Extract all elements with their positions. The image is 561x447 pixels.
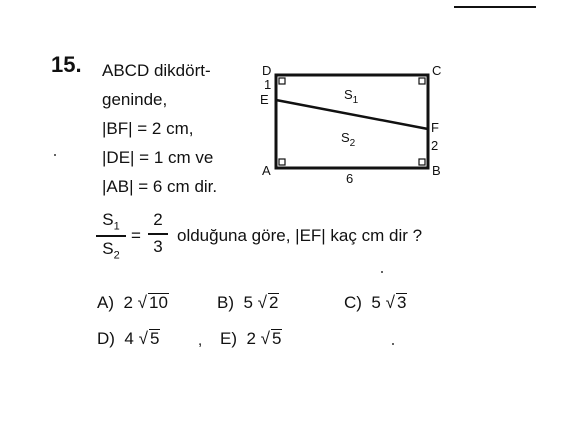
sqrt-symbol: √ 5 (138, 329, 160, 348)
option-e[interactable] (220, 329, 282, 349)
question-stem (102, 56, 217, 201)
stem-line: |BF| = 2 cm, (102, 119, 194, 138)
stem-line: ABCD dikdört- (102, 61, 211, 80)
ratio-value (148, 210, 168, 257)
right-angle-mark-a (279, 159, 285, 165)
option-letter: D) (97, 329, 115, 348)
stem-line: geninde, (102, 90, 168, 109)
option-b[interactable] (217, 293, 279, 313)
right-angle-mark-d (279, 78, 285, 84)
option-radicand: 3 (396, 293, 407, 312)
ratio-value-numerator: 2 (153, 210, 163, 229)
stem-line: |AB| = 6 cm dir. (102, 177, 218, 196)
fraction-bar (148, 233, 168, 235)
scan-speck (392, 343, 394, 345)
comma-separator: , (198, 332, 203, 349)
right-angle-mark-c (419, 78, 425, 84)
stem-line: |DE| = 1 cm ve (102, 148, 214, 167)
ratio-s1-s2 (96, 210, 126, 261)
option-radicand: 5 (272, 329, 282, 348)
ratio-numerator: $S_1$ (102, 210, 120, 233)
option-d[interactable] (97, 329, 160, 349)
rectangle-figure (255, 58, 445, 188)
sqrt-symbol: √ 5 (260, 329, 282, 348)
vertex-label-e: E (260, 92, 269, 107)
ratio-denominator: $S_2$ (102, 238, 120, 262)
equals-sign: = (131, 226, 141, 245)
length-label-ab: 6 (346, 171, 354, 186)
option-letter: E) (220, 329, 237, 348)
vertex-label-c: C (432, 63, 442, 78)
option-radicand: 10 (149, 293, 168, 312)
vertex-label-b: B (432, 163, 441, 178)
option-coefficient: 2 (246, 329, 256, 348)
scan-speck (381, 271, 383, 273)
option-letter: C) (344, 293, 362, 312)
scan-speck (54, 154, 56, 156)
region-label-s1: $S_1$ (344, 87, 359, 106)
vertex-label-a: A (262, 163, 271, 178)
option-coefficient: 5 (243, 293, 253, 312)
option-a[interactable] (97, 293, 169, 313)
option-coefficient: 4 (124, 329, 134, 348)
vertex-label-d: D (262, 63, 272, 78)
fraction-bar (96, 235, 126, 237)
option-letter: B) (217, 293, 234, 312)
top-rule (454, 6, 536, 8)
option-coefficient: 5 (371, 293, 381, 312)
sqrt-symbol: √ 10 (137, 293, 168, 312)
option-radicand: 5 (149, 329, 160, 348)
question-prompt: olduğuna göre, |EF| kaç cm dir ? (177, 226, 423, 245)
option-c[interactable] (344, 293, 407, 313)
ratio-value-denominator: 3 (153, 236, 163, 256)
sqrt-symbol: √ 2 (257, 293, 279, 312)
right-angle-mark-b (419, 159, 425, 165)
option-radicand: 2 (269, 293, 279, 312)
option-coefficient: 2 (123, 293, 133, 312)
question-number: 15. (51, 52, 82, 77)
vertex-label-f: F (431, 120, 439, 135)
sqrt-symbol: √ 3 (385, 293, 407, 312)
length-label-de: 1 (264, 77, 272, 92)
region-label-s2: $S_2$ (341, 130, 356, 149)
option-letter: A) (97, 293, 114, 312)
length-label-bf: 2 (431, 138, 439, 153)
